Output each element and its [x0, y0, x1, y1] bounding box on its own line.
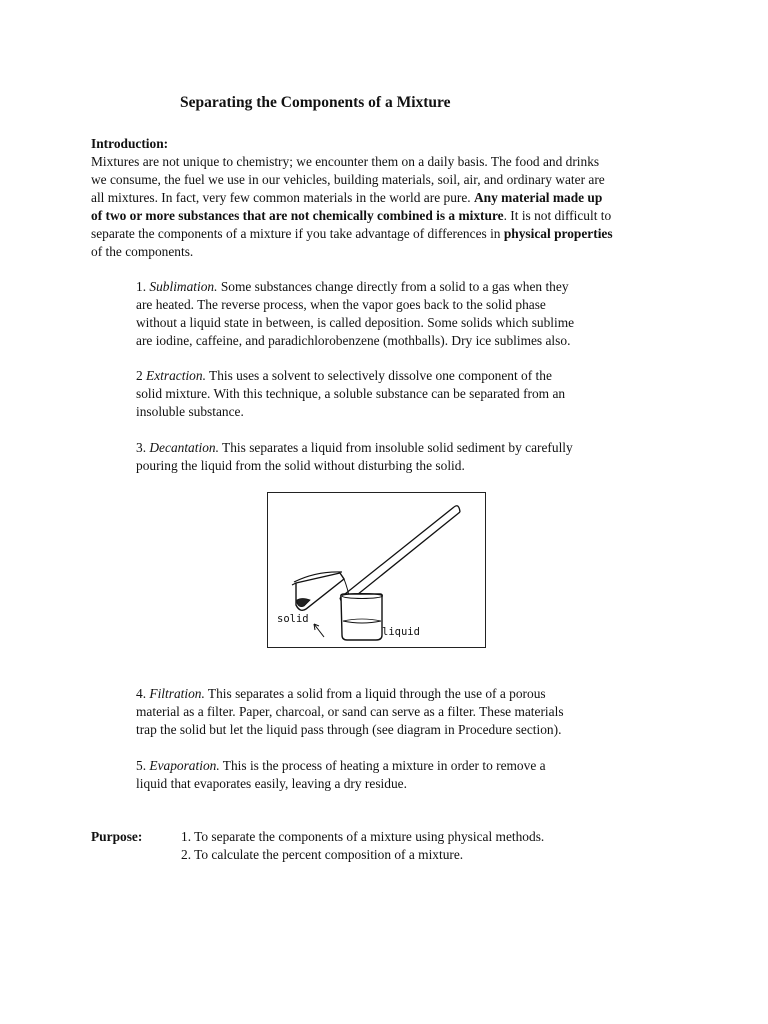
- method-number: 3.: [136, 440, 150, 455]
- method-number: 2: [136, 368, 147, 383]
- method-text: This is the process of heating a mixture in order to remove a: [219, 758, 546, 773]
- intro-text: . It is not difficult to: [503, 208, 612, 223]
- intro-emphasis: Any material made up: [474, 190, 603, 205]
- decantation-diagram: [267, 492, 486, 648]
- method-line: [136, 757, 646, 775]
- page-title: Separating the Components of a Mixture: [180, 94, 451, 111]
- method-name: Sublimation.: [149, 279, 218, 294]
- method-filtration: [136, 685, 646, 739]
- intro-emphasis: physical properties: [503, 226, 613, 241]
- intro-text: separate the components of a mixture if you take advantage of differences in: [91, 226, 504, 241]
- method-text: This separates a liquid from insoluble solid sediment by carefully: [218, 440, 573, 455]
- method-text: This separates a solid from a liquid through the use of a porous: [204, 686, 546, 701]
- method-line: material as a filter. Paper, charcoal, or sand can serve as a filter. These materials: [136, 704, 564, 719]
- method-line: without a liquid state in between, is called deposition. Some solids which sublime: [136, 315, 575, 330]
- method-name: Evaporation.: [149, 758, 220, 773]
- introduction-heading: Introduction:: [91, 136, 169, 151]
- intro-line: we consume, the fuel we use in our vehicles, building materials, soil, air, and ordinary water are: [91, 172, 605, 187]
- method-line: insoluble substance.: [136, 404, 244, 419]
- purpose-heading: Purpose:: [91, 829, 143, 844]
- method-line: solid mixture. With this technique, a soluble substance can be separated from an: [136, 386, 566, 401]
- method-line: [136, 685, 646, 703]
- purpose-list: [181, 828, 544, 864]
- intro-text: all mixtures. In fact, very few common materials in the world are pure.: [91, 190, 474, 205]
- intro-line: of the components.: [91, 244, 194, 259]
- method-number: 5.: [136, 758, 150, 773]
- method-line: [136, 439, 646, 457]
- method-line: are iodine, caffeine, and paradichlorobenzene (mothballs). Dry ice sublimes also.: [136, 333, 571, 348]
- method-line: [136, 367, 646, 385]
- method-decantation: [136, 439, 646, 475]
- intro-line: [91, 207, 691, 225]
- method-line: pouring the liquid from the solid without disturbing the solid.: [136, 458, 465, 473]
- method-number: 1.: [136, 279, 150, 294]
- purpose-item: 2. To calculate the percent composition of a mixture.: [181, 847, 464, 862]
- method-extraction: [136, 367, 646, 421]
- intro-line: [91, 225, 691, 243]
- method-name: Decantation.: [149, 440, 219, 455]
- method-line: trap the solid but let the liquid pass through (see diagram in Procedure section).: [136, 722, 562, 737]
- intro-emphasis: of two or more substances that are not chemically combined is a mixture: [91, 208, 504, 223]
- method-text: Some substances change directly from a solid to a gas when they: [217, 279, 569, 294]
- method-evaporation: [136, 757, 646, 793]
- solid-label: solid: [277, 613, 309, 625]
- method-name: Extraction.: [146, 368, 206, 383]
- method-name: Filtration.: [149, 686, 205, 701]
- method-line: [136, 278, 646, 296]
- method-line: are heated. The reverse process, when the vapor goes back to the solid phase: [136, 297, 546, 312]
- method-text: This uses a solvent to selectively dissolve one component of the: [205, 368, 552, 383]
- method-line: liquid that evaporates easily, leaving a dry residue.: [136, 776, 407, 791]
- intro-line: Mixtures are not unique to chemistry; we encounter them on a daily basis. The food and drinks: [91, 154, 600, 169]
- method-sublimation: [136, 278, 646, 350]
- method-number: 4.: [136, 686, 150, 701]
- purpose-item: 1. To separate the components of a mixture using physical methods.: [181, 829, 545, 844]
- intro-line: [91, 189, 691, 207]
- introduction-paragraph: [91, 153, 691, 261]
- liquid-label: liquid: [382, 626, 420, 638]
